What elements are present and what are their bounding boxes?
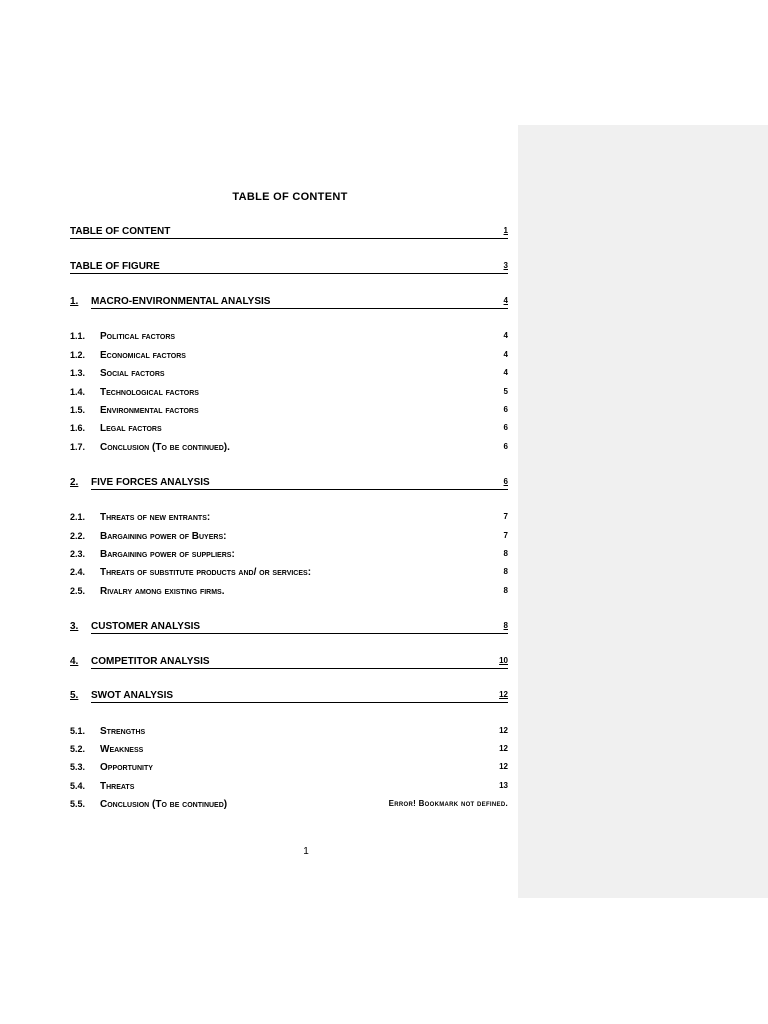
toc-entry-1-2[interactable] [70, 350, 508, 364]
comment-pane [518, 125, 768, 898]
toc-entry-error-text: Error! Bookmark not defined. [388, 799, 508, 808]
toc-entry-section-4[interactable] [70, 656, 508, 670]
toc-leader-rule [70, 238, 508, 239]
toc-entry-number: 1.2. [70, 350, 86, 360]
toc-entry-page[interactable]: 6 [503, 423, 508, 432]
toc-entry-number: 1.1. [70, 331, 86, 341]
toc-entry-5-2[interactable] [70, 744, 508, 758]
toc-entry-number: 2.2. [70, 531, 86, 541]
toc-leader-rule [91, 489, 508, 490]
toc-entry-label[interactable]: Social factors [100, 368, 165, 379]
toc-title: TABLE OF CONTENT [232, 191, 348, 203]
toc-entry-table-of-content[interactable] [70, 226, 508, 240]
toc-entry-1-1[interactable] [70, 331, 508, 345]
toc-entry-number: 2.3. [70, 549, 86, 559]
page-number: 1 [303, 846, 309, 857]
toc-entry-section-1[interactable] [70, 296, 508, 310]
toc-entry-5-3[interactable] [70, 762, 508, 776]
toc-entry-page[interactable]: 4 [503, 350, 508, 359]
toc-entry-page[interactable]: 8 [503, 549, 508, 558]
toc-entry-page[interactable]: 4 [503, 296, 508, 305]
toc-entry-label[interactable]: Opportunity [100, 762, 153, 773]
toc-entry-label[interactable]: Economical factors [100, 350, 186, 361]
toc-entry-table-of-figure[interactable] [70, 261, 508, 275]
toc-entry-page[interactable]: 8 [503, 621, 508, 630]
toc-entry-section-3[interactable] [70, 621, 508, 635]
toc-leader-rule [91, 308, 508, 309]
toc-entry-1-6[interactable] [70, 423, 508, 437]
toc-entry-2-1[interactable] [70, 512, 508, 526]
toc-entry-2-4[interactable] [70, 567, 508, 581]
toc-entry-page[interactable]: 8 [503, 586, 508, 595]
toc-entry-1-7[interactable] [70, 442, 508, 456]
toc-entry-number: 4. [70, 656, 79, 667]
toc-entry-number: 5.4. [70, 781, 86, 791]
toc-entry-number: 2. [70, 477, 79, 488]
toc-entry-2-2[interactable] [70, 531, 508, 545]
toc-leader-rule [91, 633, 508, 634]
toc-entry-5-4[interactable] [70, 781, 508, 795]
toc-entry-label[interactable]: Technological factors [100, 387, 199, 398]
toc-entry-label[interactable]: TABLE OF FIGURE [70, 261, 160, 272]
toc-entry-number: 1.7. [70, 442, 86, 452]
toc-entry-label[interactable]: Threats of substitute products and/ or services: [100, 567, 312, 578]
toc-entry-page[interactable]: 7 [503, 512, 508, 521]
toc-entry-label[interactable]: Rivalry among existing firms. [100, 586, 225, 597]
toc-entry-label[interactable]: Bargaining power of suppliers: [100, 549, 235, 560]
toc-entry-5-1[interactable] [70, 726, 508, 740]
toc-entry-label[interactable]: CUSTOMER ANALYSIS [91, 621, 201, 632]
toc-entry-page[interactable]: 12 [499, 726, 508, 735]
toc-entry-label[interactable]: Weakness [100, 744, 144, 755]
toc-entry-page[interactable]: 13 [499, 781, 508, 790]
toc-leader-rule [91, 702, 508, 703]
toc-entry-page[interactable]: 10 [499, 656, 508, 665]
toc-entry-label[interactable]: Conclusion (To be continued) [100, 799, 228, 810]
toc-entry-page[interactable]: 4 [503, 331, 508, 340]
toc-entry-5-5[interactable] [70, 799, 508, 813]
toc-entry-label[interactable]: Environmental factors [100, 405, 199, 416]
toc-entry-page[interactable]: 1 [503, 226, 508, 235]
toc-entry-page[interactable]: 6 [503, 405, 508, 414]
toc-entry-1-5[interactable] [70, 405, 508, 419]
toc-entry-number: 2.1. [70, 512, 86, 522]
toc-entry-page[interactable]: 8 [503, 567, 508, 576]
toc-entry-label[interactable]: Threats [100, 781, 135, 792]
toc-entry-2-3[interactable] [70, 549, 508, 563]
toc-entry-2-5[interactable] [70, 586, 508, 600]
toc-entry-label[interactable]: Conclusion (To be continued). [100, 442, 230, 453]
toc-entry-number: 3. [70, 621, 79, 632]
toc-entry-number: 5.3. [70, 762, 86, 772]
toc-entry-number: 2.4. [70, 567, 86, 577]
toc-entry-number: 2.5. [70, 586, 86, 596]
toc-entry-label[interactable]: FIVE FORCES ANALYSIS [91, 477, 210, 488]
toc-entry-number: 1.6. [70, 423, 86, 433]
toc-entry-label[interactable]: Political factors [100, 331, 176, 342]
toc-entry-label[interactable]: COMPETITOR ANALYSIS [91, 656, 210, 667]
toc-entry-page[interactable]: 4 [503, 368, 508, 377]
toc-entry-label[interactable]: SWOT ANALYSIS [91, 690, 174, 701]
toc-entry-number: 5.2. [70, 744, 86, 754]
toc-entry-label[interactable]: Strengths [100, 726, 146, 737]
toc-entry-label[interactable]: Threats of new entrants: [100, 512, 211, 523]
toc-entry-label[interactable]: Legal factors [100, 423, 162, 434]
toc-entry-page[interactable]: 7 [503, 531, 508, 540]
toc-entry-label[interactable]: MACRO-ENVIRONMENTAL ANALYSIS [91, 296, 271, 307]
toc-entry-number: 5.5. [70, 799, 86, 809]
toc-entry-page[interactable]: 6 [503, 442, 508, 451]
toc-entry-number: 1.5. [70, 405, 86, 415]
toc-entry-number: 1.3. [70, 368, 86, 378]
toc-entry-page[interactable]: 3 [503, 261, 508, 270]
toc-entry-page[interactable]: 6 [503, 477, 508, 486]
toc-entry-number: 5.1. [70, 726, 86, 736]
toc-entry-page[interactable]: 12 [499, 744, 508, 753]
toc-entry-number: 5. [70, 690, 79, 701]
toc-entry-1-4[interactable] [70, 387, 508, 401]
toc-entry-page[interactable]: 12 [499, 762, 508, 771]
toc-entry-section-2[interactable] [70, 477, 508, 491]
toc-leader-rule [70, 273, 508, 274]
toc-entry-page[interactable]: 12 [499, 690, 508, 699]
toc-entry-label[interactable]: TABLE OF CONTENT [70, 226, 171, 237]
toc-entry-section-5[interactable] [70, 690, 508, 704]
toc-entry-number: 1.4. [70, 387, 86, 397]
toc-entry-page[interactable]: 5 [503, 387, 508, 396]
toc-entry-1-3[interactable] [70, 368, 508, 382]
toc-leader-rule [91, 668, 508, 669]
toc-entry-label[interactable]: Bargaining power of Buyers: [100, 531, 227, 542]
toc-entry-number: 1. [70, 296, 79, 307]
